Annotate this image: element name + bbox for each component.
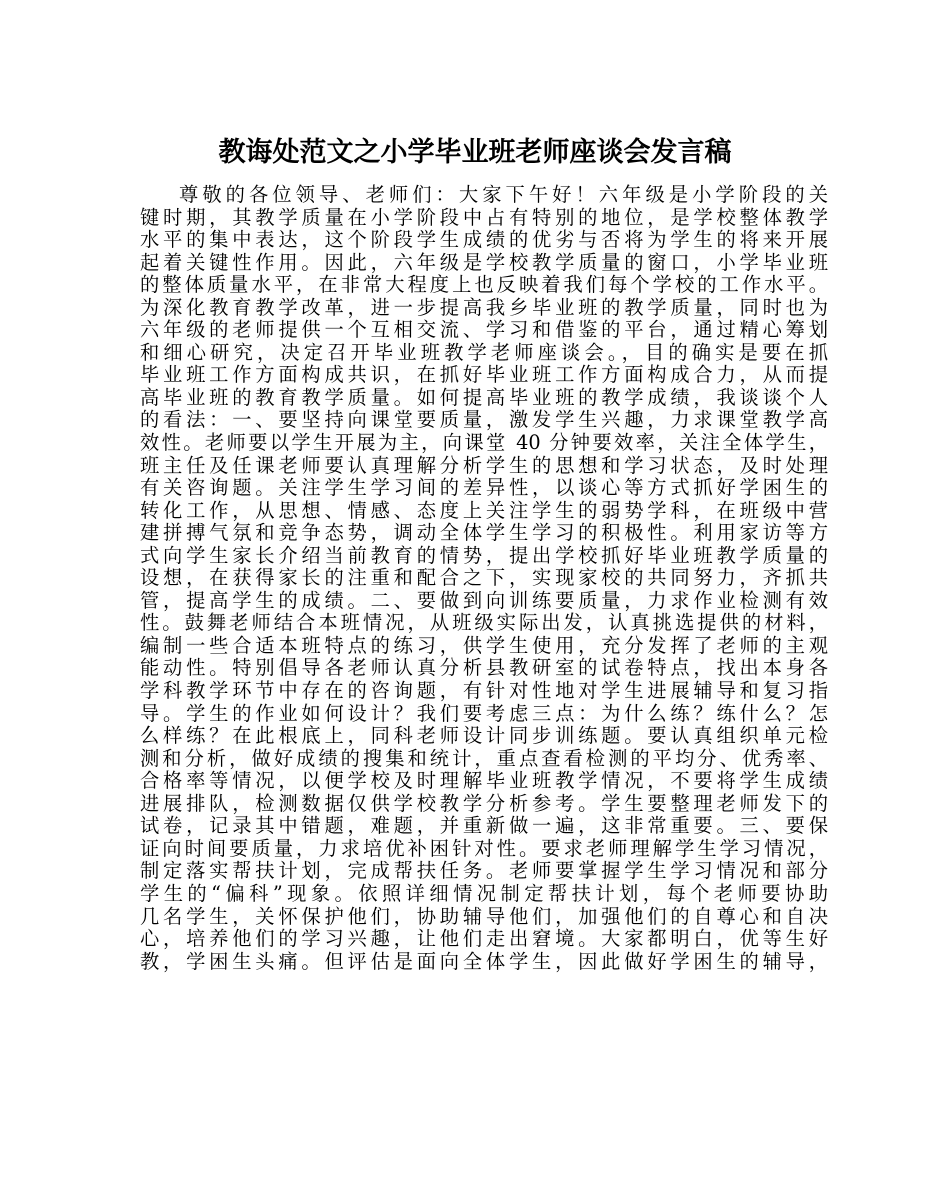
document-body [140,184,828,973]
body-line: 键时期，其教学质量在小学阶段中占有特别的地位，是学校整体教学 [140,205,828,229]
body-line: 班主任及任课老师要认真理解分析学生的思想和学习状态，及时处理 [140,453,828,477]
body-line: 合格率等情况，以便学校及时理解毕业班教学情况，不要将学生成绩 [140,769,828,793]
document-title: 教诲处范文之小学毕业班老师座谈会发言稿 [218,137,732,168]
body-line: 的整体质量水平，在非常大程度上也反映着我们每个学校的工作水平。 [140,273,828,297]
body-line: 六年级的老师提供一个互相交流、学习和借鉴的平台，通过精心筹划 [140,318,828,342]
body-line: 的看法：一、要坚持向课堂要质量，激发学生兴趣，力求课堂教学高 [140,408,828,432]
body-line: 试卷，记录其中错题，难题，并重新做一遍，这非常重要。三、要保 [140,814,828,838]
body-line: 高毕业班的教育教学质量。如何提高毕业班的教学成绩，我谈谈个人 [140,385,828,409]
body-line: 教，学困生头痛。但评估是面向全体学生，因此做好学困生的辅导， [140,949,828,973]
body-line: 能动性。特别倡导各老师认真分析县教研室的试卷特点，找出本身各 [140,656,828,680]
body-line: 管，提高学生的成绩。二、要做到向训练要质量，力求作业检测有效 [140,588,828,612]
body-line: 学科教学环节中存在的咨询题，有针对性地对学生进展辅导和复习指 [140,679,828,703]
body-line: 编制一些合适本班特点的练习，供学生使用，充分发挥了老师的主观 [140,633,828,657]
body-line: 进展排队，检测数据仅供学校教学分析参考。学生要整理老师发下的 [140,791,828,815]
body-line: 和细心研究，决定召开毕业班教学老师座谈会。，目的确实是要在抓 [140,340,828,364]
body-line: 为深化教育教学改革，进一步提高我乡毕业班的教学质量，同时也为 [140,295,828,319]
body-line: 测和分析，做好成绩的搜集和统计，重点查看检测的平均分、优秀率、 [140,746,828,770]
body-line: 心，培养他们的学习兴趣，让他们走出窘境。大家都明白，优等生好 [140,927,828,951]
body-line: 起着关键性作用。因此，六年级是学校教学质量的窗口，小学毕业班 [140,250,828,274]
body-line: 证向时间要质量，力求培优补困针对性。要求老师理解学生学习情况， [140,836,828,860]
body-line: 转化工作，从思想、情感、态度上关注学生的弱势学科，在班级中营 [140,498,828,522]
body-line: 导。学生的作业如何设计？我们要考虑三点：为什么练？练什么？怎 [140,701,828,725]
body-line: 毕业班工作方面构成共识，在抓好毕业班工作方面构成合力，从而提 [140,363,828,387]
body-line: 有关咨询题。关注学生学习间的差异性，以谈心等方式抓好学困生的 [140,476,828,500]
body-line: 制定落实帮扶计划，完成帮扶任务。老师要掌握学生学习情况和部分 [140,859,828,883]
body-line: 建拼搏气氛和竞争态势，调动全体学生学习的积极性。利用家访等方 [140,521,828,545]
body-line: 式向学生家长介绍当前教育的情势，提出学校抓好毕业班教学质量的 [140,543,828,567]
body-line: 学生的“偏科”现象。依照详细情况制定帮扶计划，每个老师要协助 [140,881,828,905]
body-line: 设想，在获得家长的注重和配合之下，实现家校的共同努力，齐抓共 [140,566,828,590]
body-line: 性。鼓舞老师结合本班情况，从班级实际出发，认真挑选提供的材料， [140,611,828,635]
body-line: 效性。老师要以学生开展为主，向课堂 40 分钟要效率，关注全体学生， [140,431,828,455]
body-line: 水平的集中表达，这个阶段学生成绩的优劣与否将为学生的将来开展 [140,228,828,252]
body-line: 么样练？在此根底上，同科老师设计同步训练题。要认真组织单元检 [140,724,828,748]
body-line: 几名学生，关怀保护他们，协助辅导他们，加强他们的自尊心和自决 [140,904,828,928]
body-line: 尊敬的各位领导、老师们：大家下午好！六年级是小学阶段的关 [179,183,828,206]
